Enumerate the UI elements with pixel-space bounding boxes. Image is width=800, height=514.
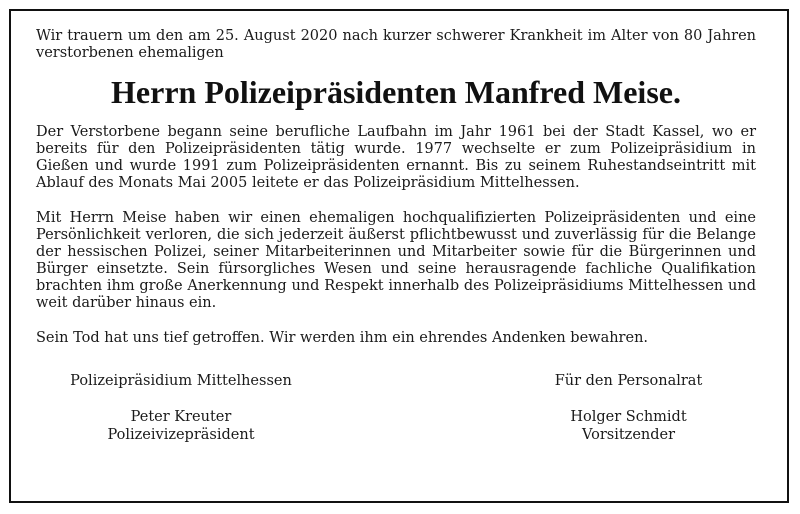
deceased-name-heading: Herrn Polizeipräsidenten Manfred Meise. (111, 74, 681, 110)
signature-left (56, 372, 306, 444)
signature-left-organization: Polizeipräsidium Mittelhessen (70, 373, 292, 389)
signature-right (506, 372, 751, 444)
signature-right-role: Vorsitzender (581, 427, 676, 443)
notice-body (36, 28, 756, 365)
closing-paragraph: Sein Tod hat uns tief getroffen. Wir werden ihm ein ehrendes Andenken bewahren. (36, 330, 649, 346)
signature-right-organization: Für den Personalrat (554, 373, 703, 389)
signature-right-name: Holger Schmidt (570, 409, 687, 425)
signature-left-name: Peter Kreuter (130, 409, 232, 425)
signature-left-role: Polizeivizepräsident (107, 427, 255, 443)
intro-text: Wir trauern um den am 25. August 2020 nach kurzer schwerer Krankheit im Alter von 80 Jahren verstorbenen ehemaligen (36, 28, 756, 61)
tribute-paragraph: Mit Herrn Meise haben wir einen ehemaligen hochqualifizierten Polizeipräsidenten und eine Persönlichkeit verloren, die sich jederzeit äußerst pflichtbewusst und zuverlässig für die Belange der hessischen Polizei, seiner Mitarbeiterinnen und Mitarbeiter sowie für die Bürgerinnen und Bürger einsetzte. Sein fürsorgliches Wesen und seine herausragende fachliche Qualifikation brachten ihm große Anerkennung und Respekt innerhalb des Polizeipräsidiums Mittelhessen und weit darüber hinaus ein. (36, 210, 756, 311)
career-paragraph: Der Verstorbene begann seine berufliche Laufbahn im Jahr 1961 bei der Stadt Kassel, wo er bereits für den Polizeipräsidenten tätig wurde. 1977 wechselte er zum Polizeipräsidium in Gießen und wurde 1991 zum Polizeipräsidenten ernannt. Bis zu seinem Ruhestandseintritt mit Ablauf des Monats Mai 2005 leitete er das Polizeipräsidium Mittelhessen. (36, 124, 756, 191)
